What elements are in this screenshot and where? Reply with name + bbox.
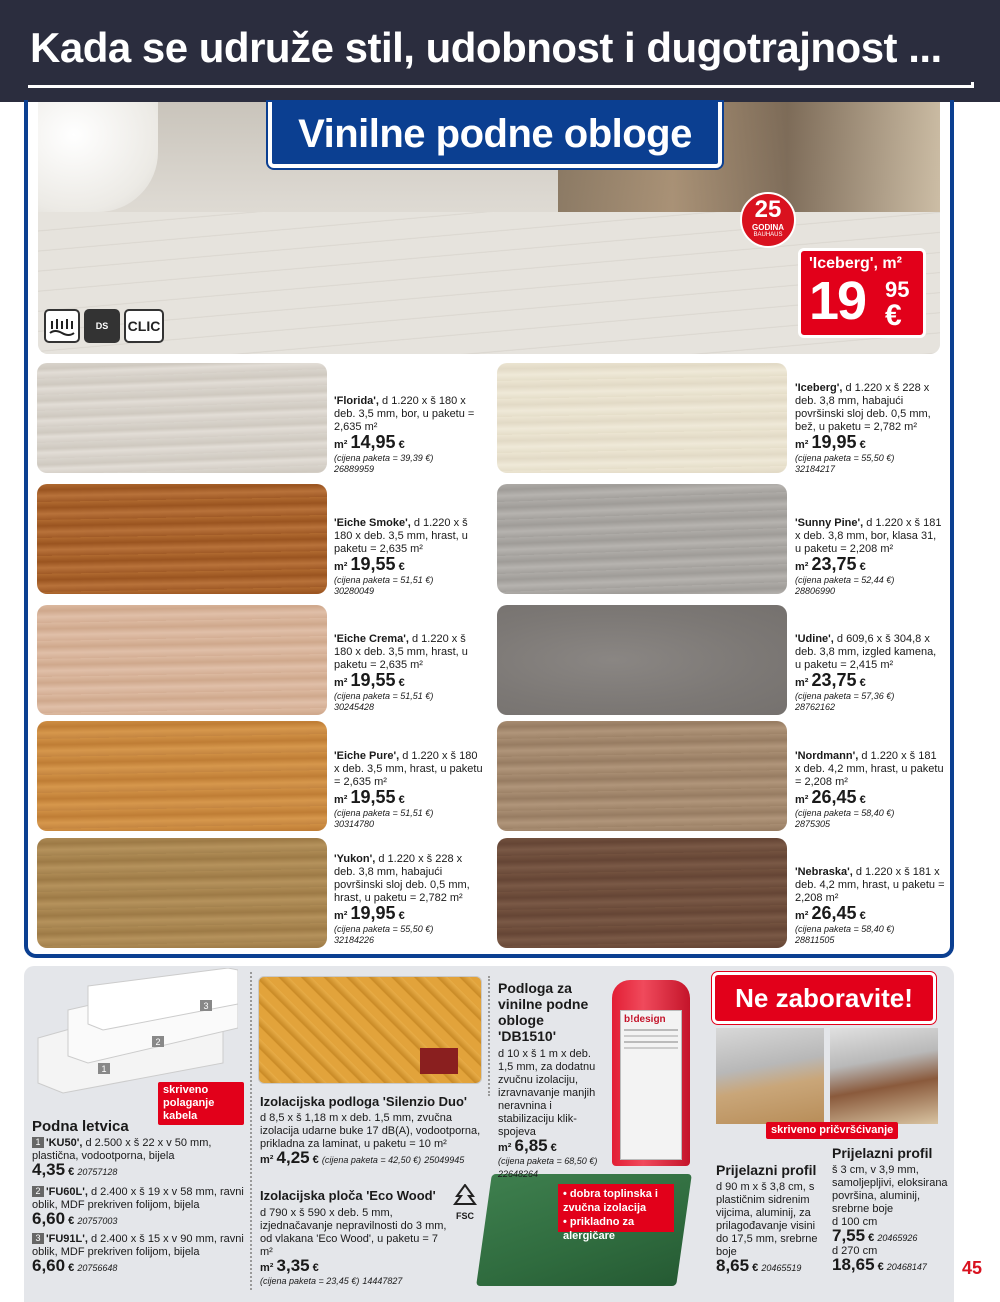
product-package-price: (cijena paketa = 55,50 €) — [795, 453, 895, 463]
product-iceberg — [795, 382, 945, 475]
subtitle: Vinilne podne obloge — [298, 112, 692, 156]
db1510-label — [620, 1010, 682, 1160]
product-desc: d 609,6 x š 304,8 x deb. 3,8 mm, izgled kamena, u paketu = 2,415 m² — [795, 633, 937, 671]
product-eiche-pure — [334, 750, 484, 830]
product-desc: d 1.220 x š 228 x deb. 3,8 mm, habajući površinski sloj deb. 0,5 mm, bež, u paketu = 2,782 m² — [795, 382, 931, 433]
product-nordmann — [795, 750, 945, 830]
silenzio-desc: d 8,5 x š 1,18 m x deb. 1,5 mm, zvučna izolacija udarne buke 17 dB(A), vodootporna, prikladna za laminat, u paketu = 10 m² m² 4,25 € (cijena paketa = 42,50 €) 25049945 — [260, 1112, 481, 1167]
db1510-title: Podloga za vinilne podne obloge 'DB1510' — [498, 980, 589, 1044]
product-florida — [334, 395, 484, 475]
product-desc: d 1.220 x š 181 x deb. 3,8 mm, bor, klasa 31, u paketu = 2,208 m² — [795, 517, 942, 555]
page-number: 45 — [962, 1258, 983, 1278]
anniversary-label: GODINA — [752, 223, 784, 232]
db1510-desc: d 10 x š 1 m x deb. 1,5 mm, za dodatnu zvučnu izolaciju, izravnavanje manjih neravnina i stabilizaciju klik-spojeva m² 6,85 € (cijena paketa = 68,50 €) 22648264 — [498, 1048, 598, 1179]
product-desc: d 1.220 x š 180 x deb. 3,5 mm, hrast, u paketu = 2,635 m² — [334, 633, 468, 671]
silenzio-logo — [420, 1048, 458, 1074]
product-package-price: (cijena paketa = 51,51 €) — [334, 575, 434, 585]
product-name: 'Nebraska', — [795, 866, 853, 878]
product-package-price: (cijena paketa = 39,39 €) — [334, 453, 434, 463]
price-whole: 19 — [809, 271, 866, 331]
header-underline — [28, 82, 974, 88]
product-package-price: (cijena paketa = 55,50 €) — [334, 924, 434, 934]
product-price: m² 19,95 € — [795, 432, 866, 452]
profile-1-desc: d 90 m x š 3,8 cm, s plastičnim sidrenim vijcima, aluminij, za prilagođavanje visini do 17,5 mm, srebrne boje 8,65 € 20465519 — [716, 1181, 818, 1275]
product-desc: d 1.220 x š 181 x deb. 4,2 mm, hrast, u paketu = 2,208 m² — [795, 866, 945, 904]
product-name: 'Eiche Pure', — [334, 750, 400, 762]
price-label: 'Iceberg', m² — [809, 255, 902, 272]
swatch-sunny-pine — [497, 484, 787, 594]
anniversary-brand: BAUHAUS — [753, 232, 783, 238]
skirting-label-1: 1 — [101, 1064, 107, 1074]
swatch-udine — [497, 605, 787, 715]
anniversary-badge — [740, 192, 796, 248]
profile-image-2 — [830, 1028, 938, 1124]
product-name: 'Eiche Crema', — [334, 633, 409, 645]
product-code: 26889959 — [334, 464, 375, 474]
product-udine — [795, 633, 945, 713]
product-desc: d 1.220 x š 180 x deb. 3,5 mm, hrast, u paketu = 2,635 m² — [334, 517, 468, 555]
db1510-brand: b!design — [624, 1014, 666, 1025]
product-code: 30245428 — [334, 702, 375, 712]
product-name: 'Iceberg', — [795, 382, 843, 394]
product-code: 28762162 — [795, 702, 836, 712]
product-code: 28806990 — [795, 586, 836, 596]
product-code: 30280049 — [334, 586, 375, 596]
product-eiche-crema — [334, 633, 484, 713]
ecowood-benefit-2: • prikladno za alergičare — [563, 1216, 635, 1242]
product-code: 32184217 — [795, 464, 836, 474]
skirting-boards-image — [28, 968, 238, 1098]
skirting-title: Podna letvica — [32, 1118, 129, 1135]
product-package-price: (cijena paketa = 51,51 €) — [334, 691, 434, 701]
swatch-iceberg — [497, 363, 787, 473]
product-price: m² 19,95 € — [334, 903, 405, 923]
product-desc: d 1.220 x š 228 x deb. 3,8 mm, habajući površinski sloj deb. 0,5 mm, hrast, u paketu = 2,782 m² — [334, 853, 470, 904]
hidden-cable-badge: skriveno polaganje kabela — [158, 1082, 244, 1125]
hero-feature-icons — [44, 309, 164, 343]
product-name: 'Nordmann', — [795, 750, 859, 762]
swatch-nordmann — [497, 721, 787, 831]
profile-image-1 — [716, 1028, 824, 1124]
product-price: m² 26,45 € — [795, 787, 866, 807]
product-price: m² 26,45 € — [795, 903, 866, 923]
column-divider — [250, 972, 252, 1290]
skirting-item-1: 1 'KU50', d 2.500 x š 22 x v 50 mm, plastična, vodootporna, bijela 4,35 € 20757128 — [32, 1137, 212, 1179]
skirting-item-2: 2 'FU60L', d 2.400 x š 19 x v 58 mm, ravni oblik, MDF prekriven folijom, bijela 6,60 € 20757003 — [32, 1186, 244, 1228]
product-package-price: (cijena paketa = 57,36 €) — [795, 691, 895, 701]
header-title: Kada se udruže stil, udobnost i dugotrajnost ... — [30, 24, 942, 71]
product-name: 'Yukon', — [334, 853, 376, 865]
swatch-yukon — [37, 838, 327, 948]
ecowood-title: Izolacijska ploča 'Eco Wood' — [260, 1188, 436, 1203]
product-name: 'Sunny Pine', — [795, 517, 864, 529]
silenzio-title: Izolacijska podloga 'Silenzio Duo' — [260, 1094, 467, 1109]
product-package-price: (cijena paketa = 58,40 €) — [795, 808, 895, 818]
swatch-eiche-pure — [37, 721, 327, 831]
product-sunny-pine — [795, 517, 945, 597]
swatch-nebraska — [497, 838, 787, 948]
product-name: 'Eiche Smoke', — [334, 517, 411, 529]
price-currency: € — [885, 299, 902, 332]
product-price: m² 23,75 € — [795, 670, 866, 690]
skirting-item-3: 3 'FU91L', d 2.400 x š 15 x v 90 mm, ravni oblik, MDF prekriven folijom, bijela 6,60 € 20756648 — [32, 1233, 244, 1275]
product-price: m² 23,75 € — [795, 554, 866, 574]
product-nebraska — [795, 866, 945, 946]
swatch-florida — [37, 363, 327, 473]
anniversary-number: 25 — [754, 196, 782, 223]
product-desc: d 1.220 x š 180 x deb. 3,5 mm, bor, u paketu = 2,635 m² — [334, 395, 475, 433]
product-name: 'Udine', — [795, 633, 834, 645]
product-code: 28811505 — [795, 935, 835, 945]
product-price: m² 19,55 € — [334, 787, 405, 807]
product-eiche-smoke — [334, 517, 484, 597]
hero-bathtub — [38, 102, 158, 212]
ecowood-desc: d 790 x š 590 x deb. 5 mm, izjednačavanje nepravilnosti do 3 mm, od vlakana 'Eco Wood', u paketu = 7 m² m² 3,35 € (cijena paketa = 23,45 €) 14447827 — [260, 1207, 447, 1286]
product-yukon — [334, 853, 484, 946]
clic-icon: CLIC — [124, 309, 164, 343]
price-cents: 95 — [885, 277, 910, 302]
product-desc: d 1.220 x š 180 x deb. 3,5 mm, hrast, u paketu = 2,635 m² — [334, 750, 483, 788]
subtitle-box — [268, 102, 722, 168]
swatch-eiche-crema — [37, 605, 327, 715]
dont-forget-banner: Ne zaboravite! — [712, 972, 936, 1024]
product-code: 2875305 — [795, 819, 831, 829]
product-code: 30314780 — [334, 819, 375, 829]
fsc-text: FSC — [456, 1211, 474, 1221]
skirting-label-2: 2 — [155, 1037, 161, 1047]
product-package-price: (cijena paketa = 51,51 €) — [334, 808, 434, 818]
hidden-fixing-badge: skriveno pričvršćivanje — [766, 1122, 898, 1139]
ecowood-benefits — [558, 1184, 674, 1242]
ecowood-benefit-1: • dobra toplinska i zvučna izolacija — [563, 1188, 658, 1214]
fsc-logo — [448, 1184, 482, 1220]
profile-2-title: Prijelazni profil — [832, 1145, 933, 1161]
product-price: m² 14,95 € — [334, 432, 405, 452]
hero-price-tag — [798, 248, 926, 338]
product-price: m² 19,55 € — [334, 554, 405, 574]
ds-icon: DS — [84, 309, 120, 343]
product-price: m² 19,55 € — [334, 670, 405, 690]
profile-2-desc: š 3 cm, v 3,9 mm, samoljepljivi, eloksirana površina, aluminij, srebrne boje d 100 cm 7,55 € 20465926 d 270 cm 18,65 € 20468147 — [832, 1164, 948, 1274]
column-divider — [488, 976, 490, 1096]
swatch-eiche-smoke — [37, 484, 327, 594]
profile-1-title: Prijelazni profil — [716, 1162, 817, 1178]
underfloor-heating-icon — [44, 309, 80, 343]
product-code: 32184226 — [334, 935, 375, 945]
header-bar — [0, 0, 1000, 102]
skirting-label-3: 3 — [203, 1001, 209, 1011]
product-package-price: (cijena paketa = 52,44 €) — [795, 575, 895, 585]
product-package-price: (cijena paketa = 58,40 €) — [795, 924, 895, 934]
product-name: 'Florida', — [334, 395, 379, 407]
product-desc: d 1.220 x š 181 x deb. 4,2 mm, hrast, u paketu = 2,208 m² — [795, 750, 944, 788]
